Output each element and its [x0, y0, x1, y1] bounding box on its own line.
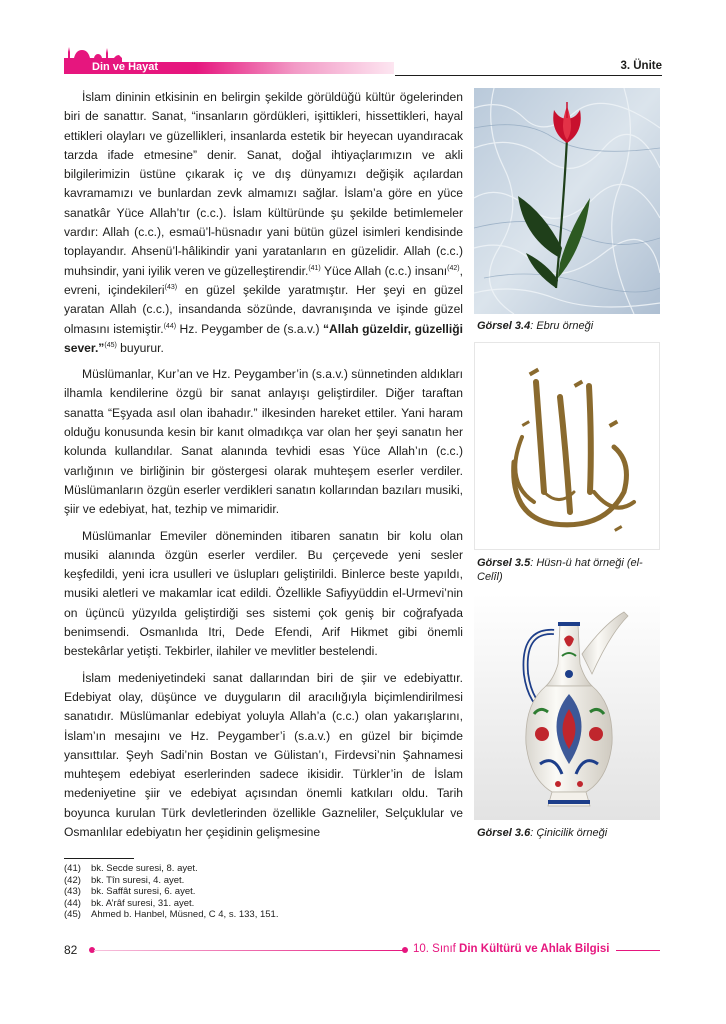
footnote-number: (43)	[64, 886, 81, 897]
figure-caption-text: : Hüsn-ü hat örneği (el-Celîl)	[477, 557, 643, 583]
figure-caption-text: : Çinicilik örneği	[530, 827, 608, 839]
footer-rule	[94, 950, 404, 951]
footnote-number: (41)	[64, 863, 81, 874]
hadith-quote: “Allah güzeldir, güzelliği sever.”	[64, 321, 464, 355]
footer-grade: 10. Sınıf	[413, 943, 456, 955]
footnote	[64, 898, 278, 910]
p1-part: Hz. Peygamber de (s.a.v.)	[176, 321, 323, 336]
figure-caption-ceramic	[477, 826, 607, 840]
paragraph-1	[64, 88, 463, 358]
figure-caption-ebru	[477, 319, 593, 333]
p1-part: , evreni, içindekileri	[64, 263, 463, 297]
page-number: 82	[64, 943, 78, 957]
section-title: Din ve Hayat	[92, 61, 159, 73]
footnote-number: (44)	[64, 897, 81, 909]
footnote-number: (42)	[64, 874, 81, 886]
footnote-ref: (42)	[447, 264, 460, 272]
footnote-ref: (43)	[164, 283, 178, 291]
paragraph-3: Müslümanlar Emeviler döneminden itibaren sanatın bir kolu olan musiki alanında özgün eserler verdiler. Bu çerçevede yeni sesler keşfedildi, yeni icra usulleri ve üslupları geliştirildi. Binlerce beste yapıldı, musiki aletleri ve makamlar icat edildi. Özellikle Safiyyüddin el-Urmevi’nin on üçüncü yüzyılda geliştirdiği ses sistemi çok geniş bir coğrafyada benimsendi. Osmanlıda Itri, Dede Efendi, Arif Hikmet gibi önemli bestekârlar yetişti. Tekbirler, ilahiler ve mevlitler bestelendi.	[64, 528, 463, 659]
footnotes	[64, 863, 278, 921]
p1-part: en güzel şekilde yaratmıştır. Her şeyi en güzel yaratan Allah (c.c.), insandanda sözünde, davranışında ve işinde güzel olmasını istemiştir.	[64, 282, 463, 336]
footnote-ref: (41)	[308, 264, 321, 272]
footnote	[64, 909, 278, 921]
paragraph-2: Müslümanlar, Kur’an ve Hz. Peygamber’in (s.a.v.) sünnetinden aldıkları ilhamla kendilerine özgü bir sanat anlayışı geliştirdiler. Diğer taraftan sanatta “Eşyada asıl olan ibahadır.” ilkesinden hareket ettiler. Yani haram olduğu konusunda kesin bir kanıt olmadıkça var olan her şeyi sanatın her kolunda kullandılar. Sanat alanında tevhidi esas Yüce Allah’ın (c.c.) varlığının ve birliğinin bir göstergesi olarak muhteşem eserler verdiler. Müslümanların özgün eserler verdikleri sanatın kollarından bazıları musiki, şiir ve edebiyat, hat, tezhip ve mimaridir.	[64, 367, 463, 517]
figure-caption-calligraphy	[477, 556, 662, 584]
p1-part: İslam dininin etkisinin en belirgin şekilde görüldüğü kültür ögelerinden biri de sanattır. Sanat, “insanların gördükleri, işittikleri, hissettikleri, hayal ettikleri olayları ve güzellikleri, insanlarda estetik bir heyecan uyandıracak tarzda ifade etmesine” denir. Sanat, doğal ihtiyaçlarımızın ve akli bilgilerimizin üstüne çıkarak iç ve dış dünyamızı değişik açılardan kavramamızı ve bunlardan zevk almamızı sağlar. İslam’a göre en yüce sanatkâr Yüce Allah’tır (c.c.). İslam kültüründe şu şekilde betimlemeler vardır: Allah (c.c.), esmaü’l-hüsnadır yani bütün güzel isimleri kendisinde toplayandır. Ahsenü’l-hâlikindir yani yaratanların en güzelidir. Allah (c.c.) muhsindir, yani iyilik veren ve güzelleştirendir.	[64, 90, 463, 278]
footnote-text: bk. A’râf suresi, 31. ayet.	[91, 897, 195, 909]
figure-label: Görsel 3.4	[477, 320, 531, 332]
footnote-text: bk. Secde suresi, 8. ayet.	[91, 863, 198, 874]
footnote	[64, 875, 278, 887]
footer-rule-right	[616, 950, 660, 951]
footnote-rule	[64, 858, 134, 859]
ceramic-ewer-image	[474, 594, 660, 820]
figure-label: Görsel 3.5	[477, 557, 531, 569]
footer-subject: Din Kültürü ve Ahlak Bilgisi	[459, 943, 610, 955]
unit-label: 3. Ünite	[620, 60, 662, 72]
p1-part: Yüce Allah (c.c.) insanı	[320, 263, 448, 278]
footnote	[64, 863, 278, 875]
footnote-text: bk. Saffât suresi, 6. ayet.	[91, 886, 196, 897]
footer-dot	[402, 947, 408, 953]
footer-book-title	[413, 943, 609, 955]
figure-caption-text: : Ebru örneği	[530, 320, 594, 332]
footnote-number: (45)	[64, 909, 81, 920]
header-rule	[395, 75, 662, 76]
p1-part: buyurur.	[116, 340, 164, 355]
body-text	[64, 88, 463, 849]
ebru-image	[474, 88, 660, 314]
footnote-ref: (45)	[104, 341, 117, 349]
figure-label: Görsel 3.6	[477, 827, 531, 839]
footnote-ref: (44)	[163, 322, 177, 330]
calligraphy-image	[474, 342, 660, 550]
footnote-text: Ahmed b. Hanbel, Müsned, C 4, s. 133, 151.	[91, 909, 279, 920]
footnote	[64, 886, 278, 898]
paragraph-4: İslam medeniyetindeki sanat dallarından biri de şiir ve edebiyattır. Edebiyat olay, düşünce ve duyguların dil aracılığıyla biçimlendirilmesi sanatıdır. Müslümanlar edebiyat yoluyla Allah’a (c.c.) olan yakarışlarını, İslam’ın mesajını ve Hz. Peygamber’i (s.a.v.) en güzel bir biçimde yansıttılar. Şeyh Sadi’nin Bostan ve Gülistan’ı, Firdevsi’nin Şahnamesi muhteşem edebiyat eserlerinden sadece ikisidir. Türkler’in de İslam medeniyetine şiir ve edebiyat açısından önemli katkıları oldu. Tarih boyunca kurulan Türk devletlerinden özellikle Gazneliler, Selçuklular ve Osmanlılar edebiyatın her çeşidinin gelişmesine	[64, 670, 463, 839]
footnote-text: bk. Tîn suresi, 4. ayet.	[91, 874, 185, 886]
